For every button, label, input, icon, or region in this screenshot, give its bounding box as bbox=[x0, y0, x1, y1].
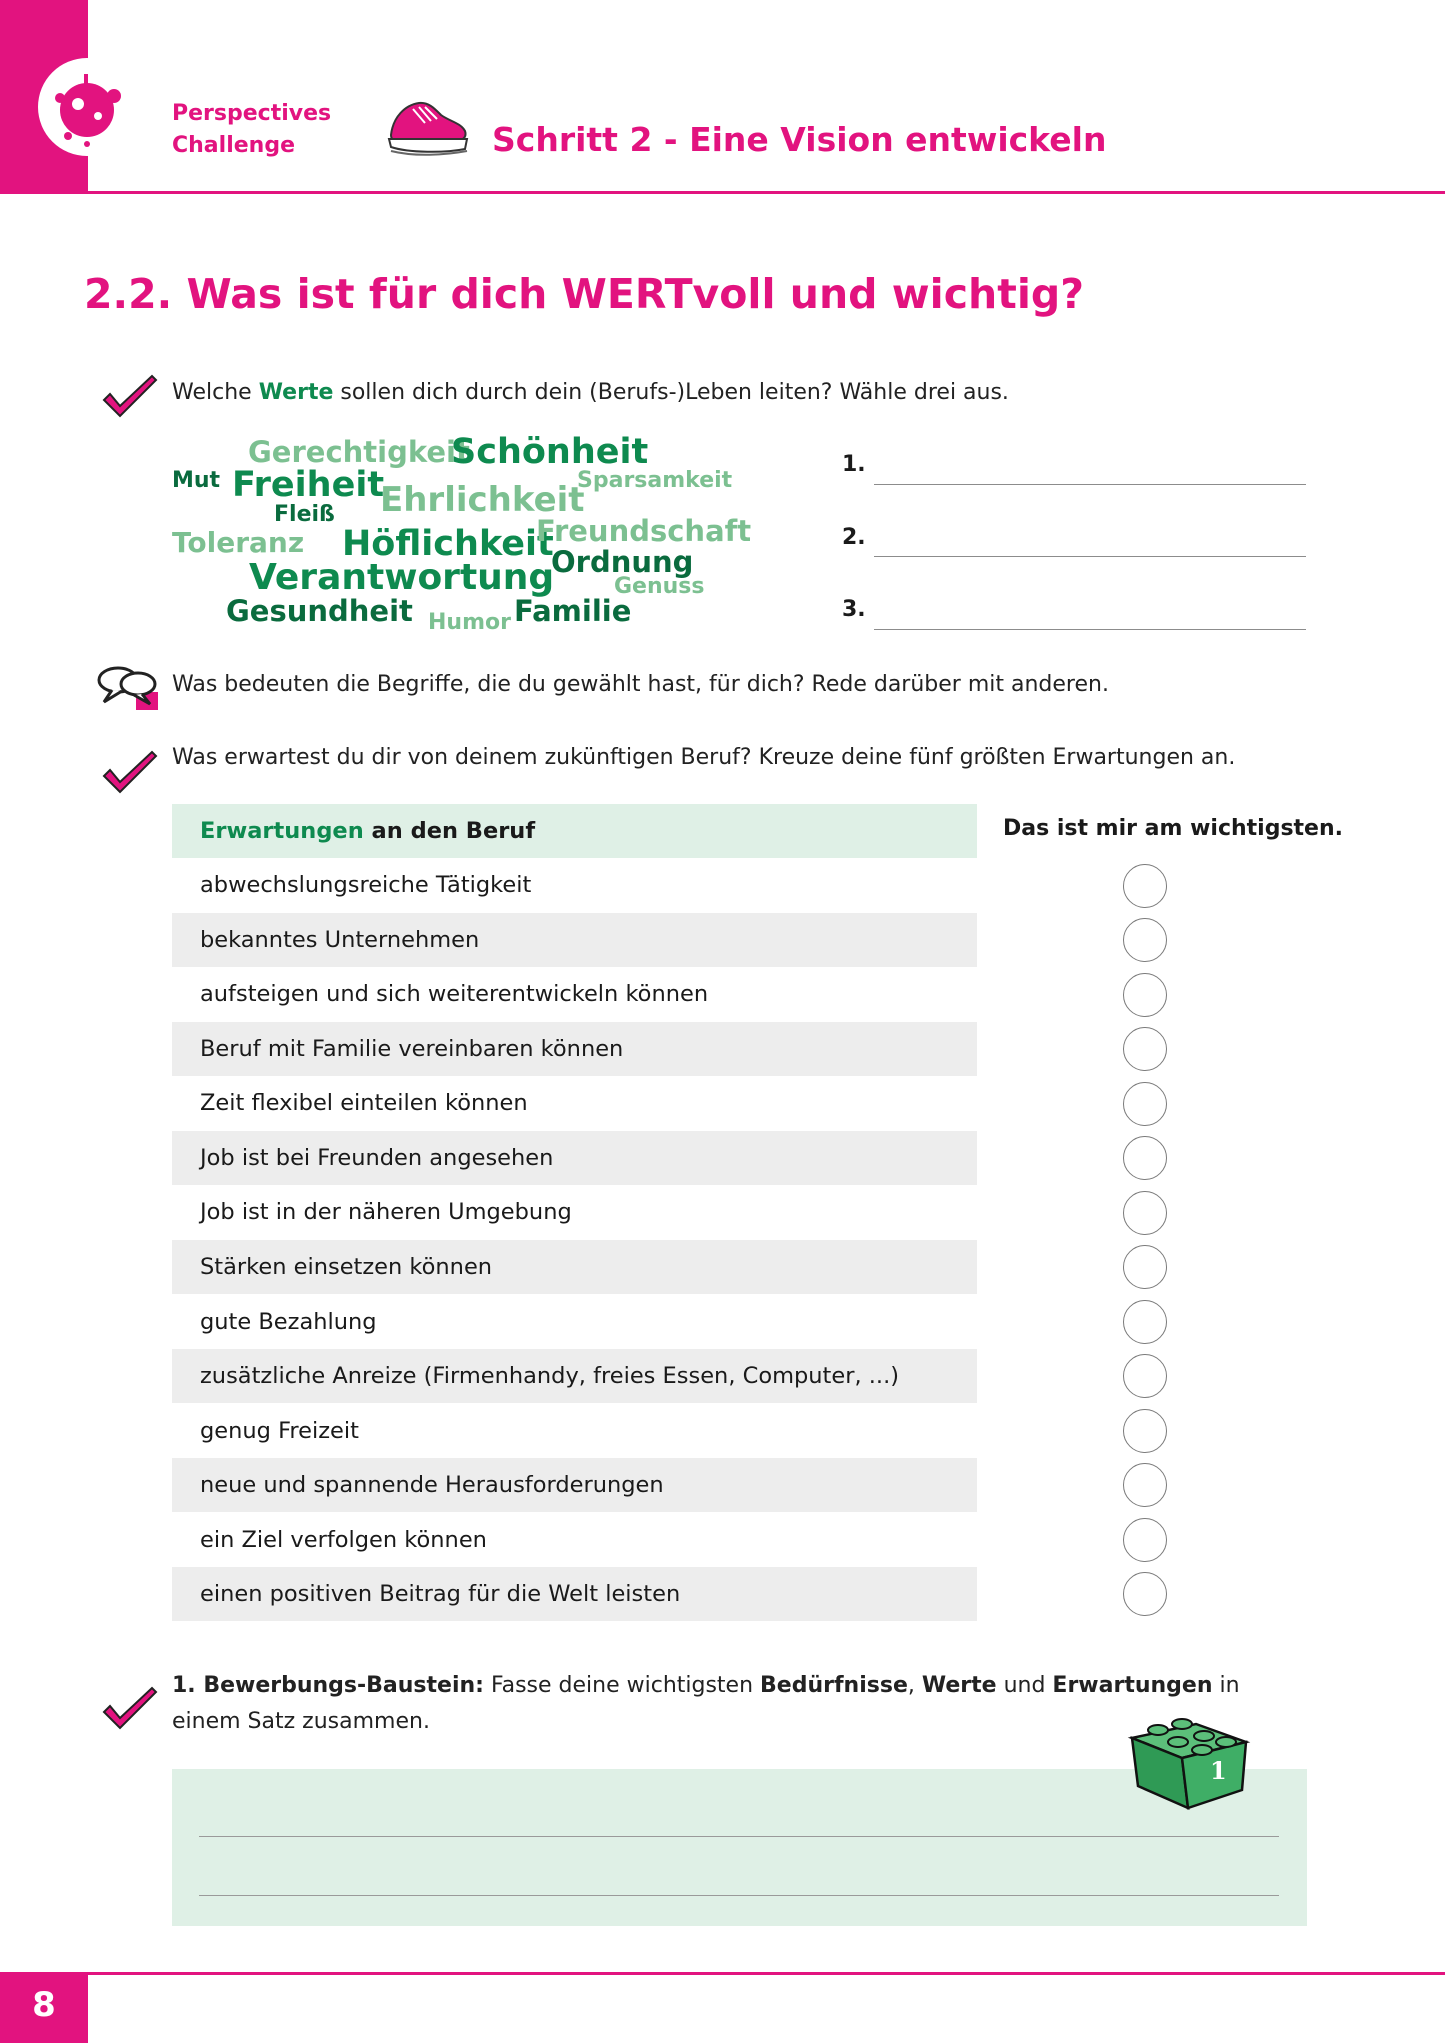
value-word: Mut bbox=[172, 468, 221, 493]
checkbox-circle[interactable] bbox=[1123, 1245, 1167, 1289]
value-word: Gerechtigkeit bbox=[248, 435, 470, 469]
table-row: gute Bezahlung bbox=[200, 1309, 377, 1335]
choice-line-2[interactable] bbox=[874, 556, 1306, 557]
value-word: Fleiß bbox=[274, 502, 335, 527]
table-row: neue und spannende Herausforderungen bbox=[172, 1458, 977, 1512]
checkbox-circle[interactable] bbox=[1123, 1136, 1167, 1180]
brand-line-2: Challenge bbox=[172, 133, 295, 158]
checkbox-circle[interactable] bbox=[1123, 1572, 1167, 1616]
table-header bbox=[172, 804, 977, 858]
checkbox-circle[interactable] bbox=[1123, 973, 1167, 1017]
task2-prompt: Was bedeuten die Begriffe, die du gewählt hast, für dich? Rede darüber mit anderen. bbox=[172, 672, 1109, 697]
choice-line-3[interactable] bbox=[874, 629, 1306, 630]
value-word: Humor bbox=[428, 610, 511, 635]
table-row: einen positiven Beitrag für die Welt leisten bbox=[172, 1567, 977, 1621]
page-number: 8 bbox=[32, 1985, 56, 2025]
section-title: 2.2. Was ist für dich WERTvoll und wichtig? bbox=[84, 270, 1085, 318]
task4-text: , bbox=[907, 1673, 922, 1698]
header-divider bbox=[0, 191, 1445, 194]
task1-text-after: sollen dich durch dein (Berufs-)Leben leiten? Wähle drei aus. bbox=[333, 380, 1009, 405]
value-word: Gesundheit bbox=[226, 594, 413, 628]
checkbox-circle[interactable] bbox=[1123, 1354, 1167, 1398]
task1-prompt bbox=[172, 375, 1009, 411]
table-header-rest: an den Beruf bbox=[363, 818, 536, 844]
checkbox-circle[interactable] bbox=[1123, 1463, 1167, 1507]
task1-highlight: Werte bbox=[258, 380, 334, 405]
task4-bold: Werte bbox=[921, 1673, 997, 1698]
table-row: Stärken einsetzen können bbox=[172, 1240, 977, 1294]
task4-text: in einem Satz zusammen. bbox=[172, 1673, 1240, 1734]
table-row: zusätzliche Anreize (Firmenhandy, freies Essen, Computer, ...) bbox=[172, 1349, 977, 1403]
checkmark-icon bbox=[100, 748, 160, 796]
table-row: bekanntes Unternehmen bbox=[172, 913, 977, 967]
checkbox-circle[interactable] bbox=[1123, 1300, 1167, 1344]
table-row: aufsteigen und sich weiterentwickeln können bbox=[200, 981, 709, 1007]
table-row: abwechslungsreiche Tätigkeit bbox=[200, 872, 532, 898]
column-header-importance: Das ist mir am wichtigsten. bbox=[1003, 816, 1344, 841]
checkmark-icon bbox=[100, 1684, 160, 1732]
value-word: Toleranz bbox=[172, 526, 305, 559]
value-word: Ehrlichkeit bbox=[380, 480, 585, 520]
value-word: Familie bbox=[514, 594, 632, 628]
value-word: Freiheit bbox=[232, 465, 385, 505]
checkbox-circle[interactable] bbox=[1123, 864, 1167, 908]
table-row: Beruf mit Familie vereinbaren können bbox=[172, 1022, 977, 1076]
brand-line-1: Perspectives bbox=[172, 101, 332, 126]
choice-number-2: 2. bbox=[842, 525, 866, 550]
writing-line[interactable] bbox=[199, 1836, 1279, 1837]
task4-bold: Erwartungen bbox=[1052, 1673, 1213, 1698]
brick-number: 1 bbox=[1210, 1756, 1227, 1785]
value-word: Genuss bbox=[614, 574, 705, 599]
choice-line-1[interactable] bbox=[874, 484, 1306, 485]
speech-bubbles-icon bbox=[96, 662, 160, 716]
checkbox-circle[interactable] bbox=[1123, 1518, 1167, 1562]
globe-logo-icon bbox=[38, 58, 136, 156]
task3-prompt: Was erwartest du dir von deinem zukünftigen Beruf? Kreuze deine fünf größten Erwartungen an. bbox=[172, 745, 1236, 770]
table-row: Job ist bei Freunden angesehen bbox=[172, 1131, 977, 1185]
task4-bold: Bedürfnisse bbox=[760, 1673, 908, 1698]
checkmark-icon bbox=[100, 372, 160, 420]
checkbox-circle[interactable] bbox=[1123, 1027, 1167, 1071]
choice-number-1: 1. bbox=[842, 452, 866, 477]
choice-number-3: 3. bbox=[842, 597, 866, 622]
table-row: genug Freizeit bbox=[200, 1418, 359, 1444]
value-word: Schönheit bbox=[451, 432, 649, 472]
task1-text-before: Welche bbox=[172, 380, 259, 405]
task4-text: Fasse deine wichtigsten bbox=[483, 1673, 761, 1698]
value-word: Höflichkeit bbox=[342, 524, 554, 564]
value-word: Freundschaft bbox=[536, 514, 752, 548]
table-row: Zeit flexibel einteilen können bbox=[200, 1090, 528, 1116]
lego-brick-icon bbox=[1122, 1702, 1252, 1816]
checkbox-circle[interactable] bbox=[1123, 1409, 1167, 1453]
checkbox-circle[interactable] bbox=[1123, 1191, 1167, 1235]
table-row: ein Ziel verfolgen können bbox=[200, 1527, 487, 1553]
table-header-highlight: Erwartungen bbox=[200, 818, 364, 844]
task4-text: und bbox=[996, 1673, 1053, 1698]
sneaker-icon bbox=[385, 95, 471, 161]
table-row: Job ist in der näheren Umgebung bbox=[200, 1199, 572, 1225]
task4-label: 1. Bewerbungs-Baustein: bbox=[172, 1673, 484, 1698]
checkbox-circle[interactable] bbox=[1123, 918, 1167, 962]
checkbox-circle[interactable] bbox=[1123, 1082, 1167, 1126]
writing-line[interactable] bbox=[199, 1895, 1279, 1896]
footer-divider bbox=[0, 1972, 1445, 1975]
value-word: Verantwortung bbox=[249, 557, 555, 598]
value-word: Ordnung bbox=[551, 545, 694, 579]
header-title: Schritt 2 - Eine Vision entwickeln bbox=[492, 120, 1107, 159]
value-word: Sparsamkeit bbox=[577, 468, 733, 493]
brand-name bbox=[172, 98, 331, 162]
